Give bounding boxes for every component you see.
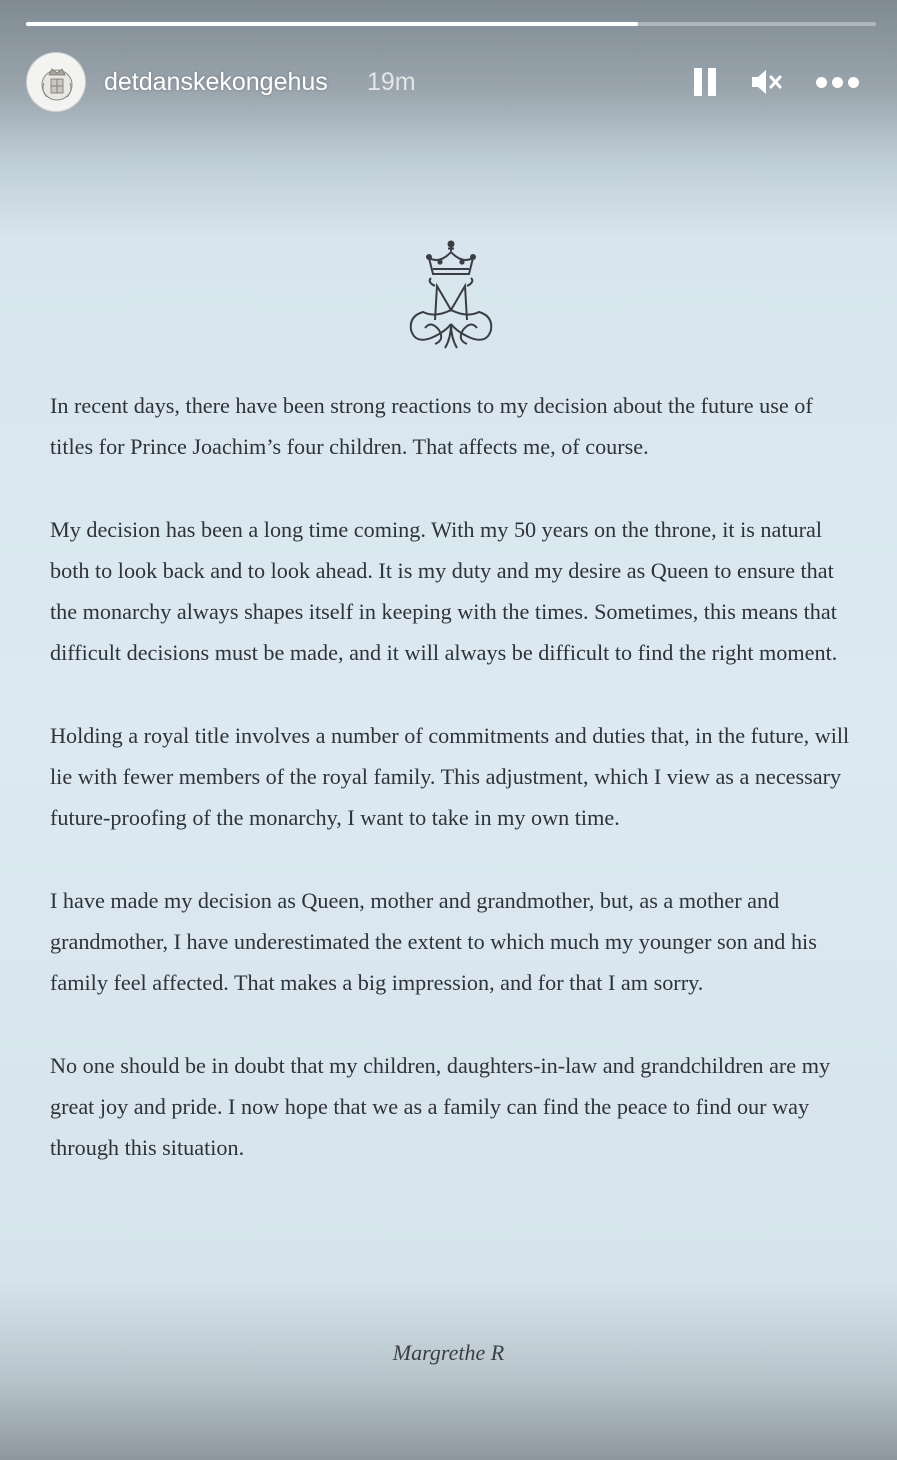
story-header [26, 52, 876, 112]
story-progress-bar [26, 22, 876, 26]
more-options-icon [816, 77, 827, 88]
avatar[interactable] [26, 52, 86, 112]
royal-crest-icon [35, 61, 79, 105]
letter-paragraph: Holding a royal title involves a number of commitments and duties that, in the future, will lie with fewer members of the royal family. This adjustment, which I view as a necessary future-proofing of the monarchy, I want to take in my own time. [50, 722, 850, 831]
mute-button[interactable] [750, 66, 786, 98]
pause-button[interactable] [692, 66, 718, 98]
letter-signature: Margrethe R [392, 1340, 505, 1365]
letter-paragraph: In recent days, there have been strong reactions to my decision about the future use of titles for Prince Joachim’s four children. That affects me, of course. [50, 393, 813, 460]
letter-paragraph: My decision has been a long time coming. With my 50 years on the throne, it is natural both to look back and to look ahead. It is my duty and my desire as Queen to ensure that the monarchy always shapes itself in keeping with the times. Sometimes, this means that difficult decisions must be made, and it will always be difficult to find the right moment. [50, 516, 838, 666]
muted-speaker-icon [750, 66, 786, 98]
more-options-button[interactable] [816, 66, 862, 98]
royal-monogram-icon [405, 240, 497, 352]
post-timestamp: 19m [367, 68, 416, 96]
letter-paragraph: I have made my decision as Queen, mother and grandmother, but, as a mother and grandmother, I have underestimated the extent to which much my younger son and his family feel affected. That makes a big impression, and for that I am sorry. [50, 887, 817, 996]
letter-body [50, 385, 860, 1209]
account-username[interactable]: detdanskekongehus [104, 68, 328, 96]
pause-icon [694, 68, 702, 96]
story-progress-fill [26, 22, 638, 26]
letter-paragraph: No one should be in doubt that my children, daughters-in-law and grandchildren are my great joy and pride. I now hope that we as a family can find the peace to find our way through this situation. [50, 1052, 831, 1161]
